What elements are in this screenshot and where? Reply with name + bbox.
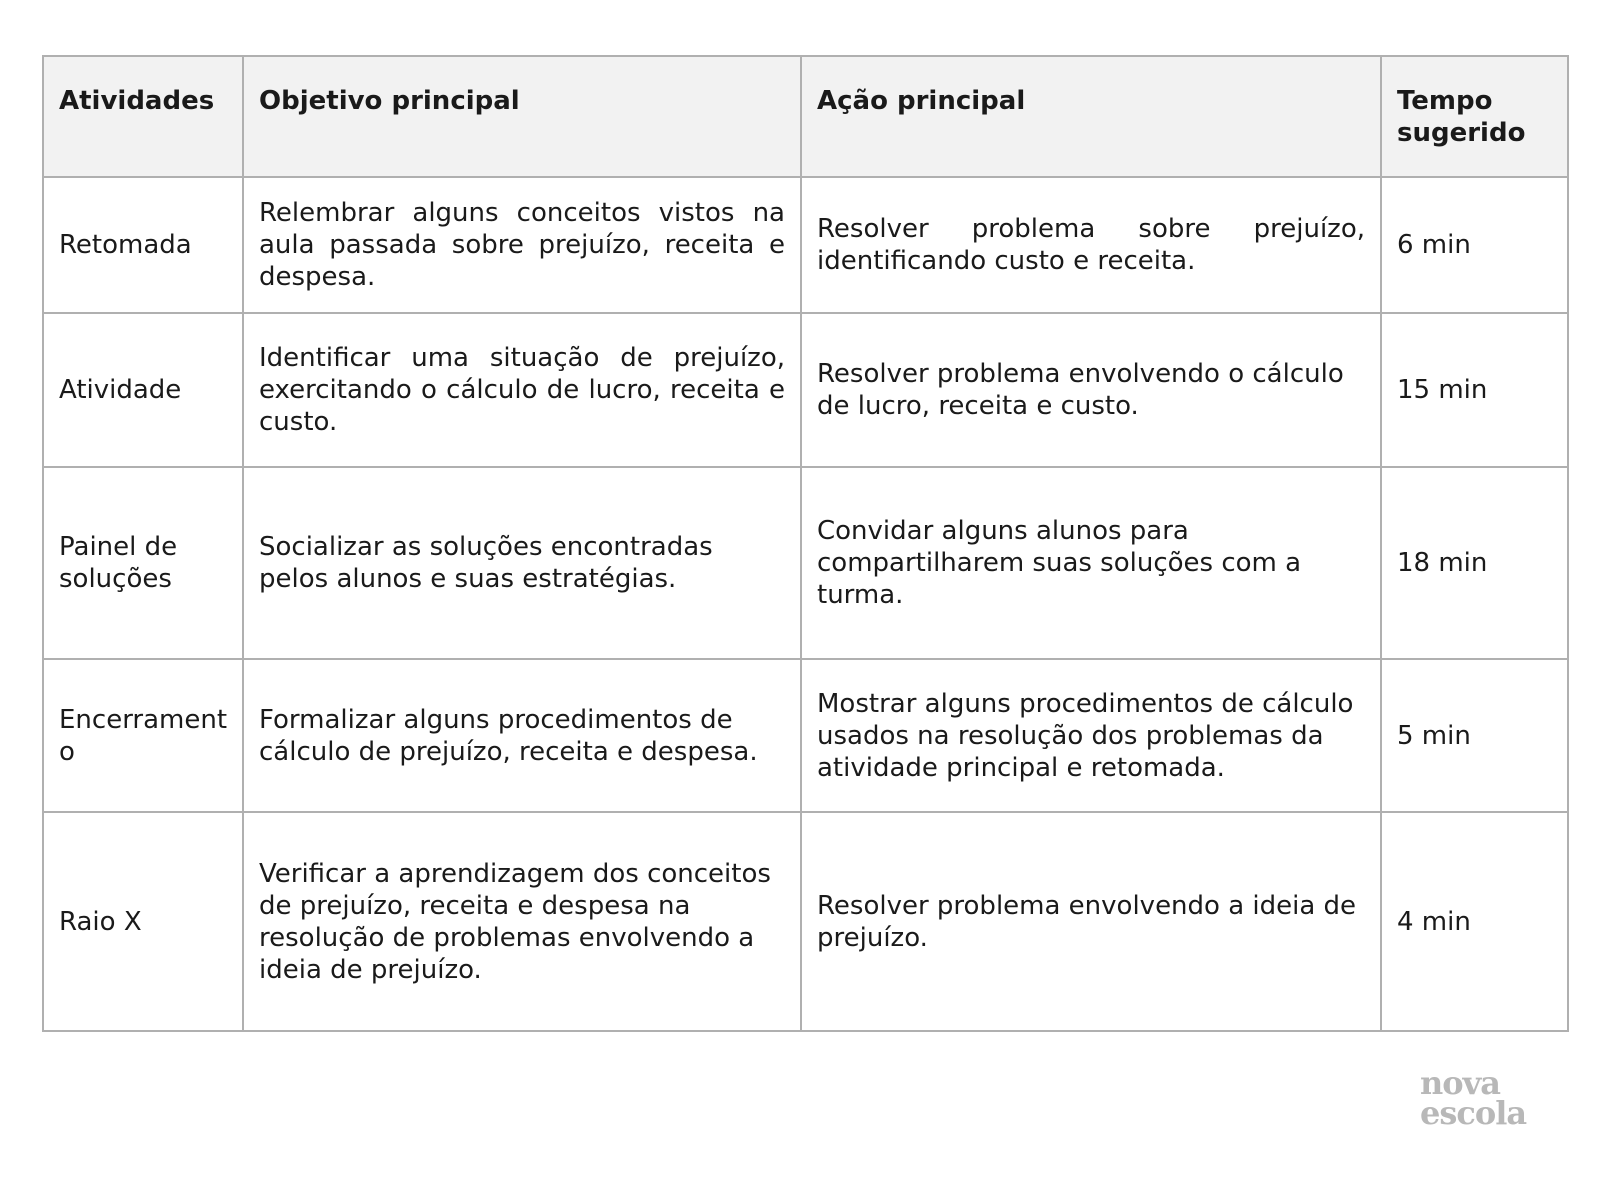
cell-tempo: 5 min xyxy=(1381,659,1568,812)
lesson-plan-table xyxy=(42,55,1569,1032)
table-row xyxy=(43,659,1568,812)
table-header-row xyxy=(43,56,1568,177)
cell-acao: Resolver problema envolvendo a ideia de prejuízo. xyxy=(801,812,1381,1031)
header-atividades: Atividades xyxy=(43,56,243,177)
cell-tempo: 18 min xyxy=(1381,467,1568,659)
cell-acao: Convidar alguns alunos para compartilharem suas soluções com a turma. xyxy=(801,467,1381,659)
cell-objetivo: Verificar a aprendizagem dos conceitos de prejuízo, receita e despesa na resolução de problemas envolvendo a ideia de prejuízo. xyxy=(243,812,801,1031)
cell-objetivo: Formalizar alguns procedimentos de cálculo de prejuízo, receita e despesa. xyxy=(243,659,801,812)
cell-tempo: 15 min xyxy=(1381,313,1568,467)
logo-line-nova: nova xyxy=(1420,1064,1500,1102)
cell-atividade: Retomada xyxy=(43,177,243,313)
table-row xyxy=(43,467,1568,659)
cell-atividade: Raio X xyxy=(43,812,243,1031)
cell-acao: Resolver problema envolvendo o cálculo de lucro, receita e custo. xyxy=(801,313,1381,467)
header-tempo-sugerido: Tempo sugerido xyxy=(1381,56,1568,177)
cell-atividade: Encerrament o xyxy=(43,659,243,812)
cell-tempo: 4 min xyxy=(1381,812,1568,1031)
cell-objetivo: Relembrar alguns conceitos vistos na aula passada sobre prejuízo, receita e despesa. xyxy=(243,177,801,313)
cell-tempo: 6 min xyxy=(1381,177,1568,313)
table-row xyxy=(43,313,1568,467)
cell-atividade: Atividade xyxy=(43,313,243,467)
cell-acao: Mostrar alguns procedimentos de cálculo usados na resolução dos problemas da atividade principal e retomada. xyxy=(801,659,1381,812)
table-row xyxy=(43,177,1568,313)
lesson-plan-table-container xyxy=(42,55,1567,1032)
cell-atividade: Painel de soluções xyxy=(43,467,243,659)
header-acao-principal: Ação principal xyxy=(801,56,1381,177)
nova-escola-logo xyxy=(1420,1064,1540,1132)
cell-acao: Resolver problema sobre prejuízo, identificando custo e receita. xyxy=(801,177,1381,313)
table-row xyxy=(43,812,1568,1031)
cell-objetivo: Identificar uma situação de prejuízo, exercitando o cálculo de lucro, receita e custo. xyxy=(243,313,801,467)
header-objetivo-principal: Objetivo principal xyxy=(243,56,801,177)
logo-line-escola: escola xyxy=(1420,1094,1527,1132)
cell-objetivo: Socializar as soluções encontradas pelos alunos e suas estratégias. xyxy=(243,467,801,659)
